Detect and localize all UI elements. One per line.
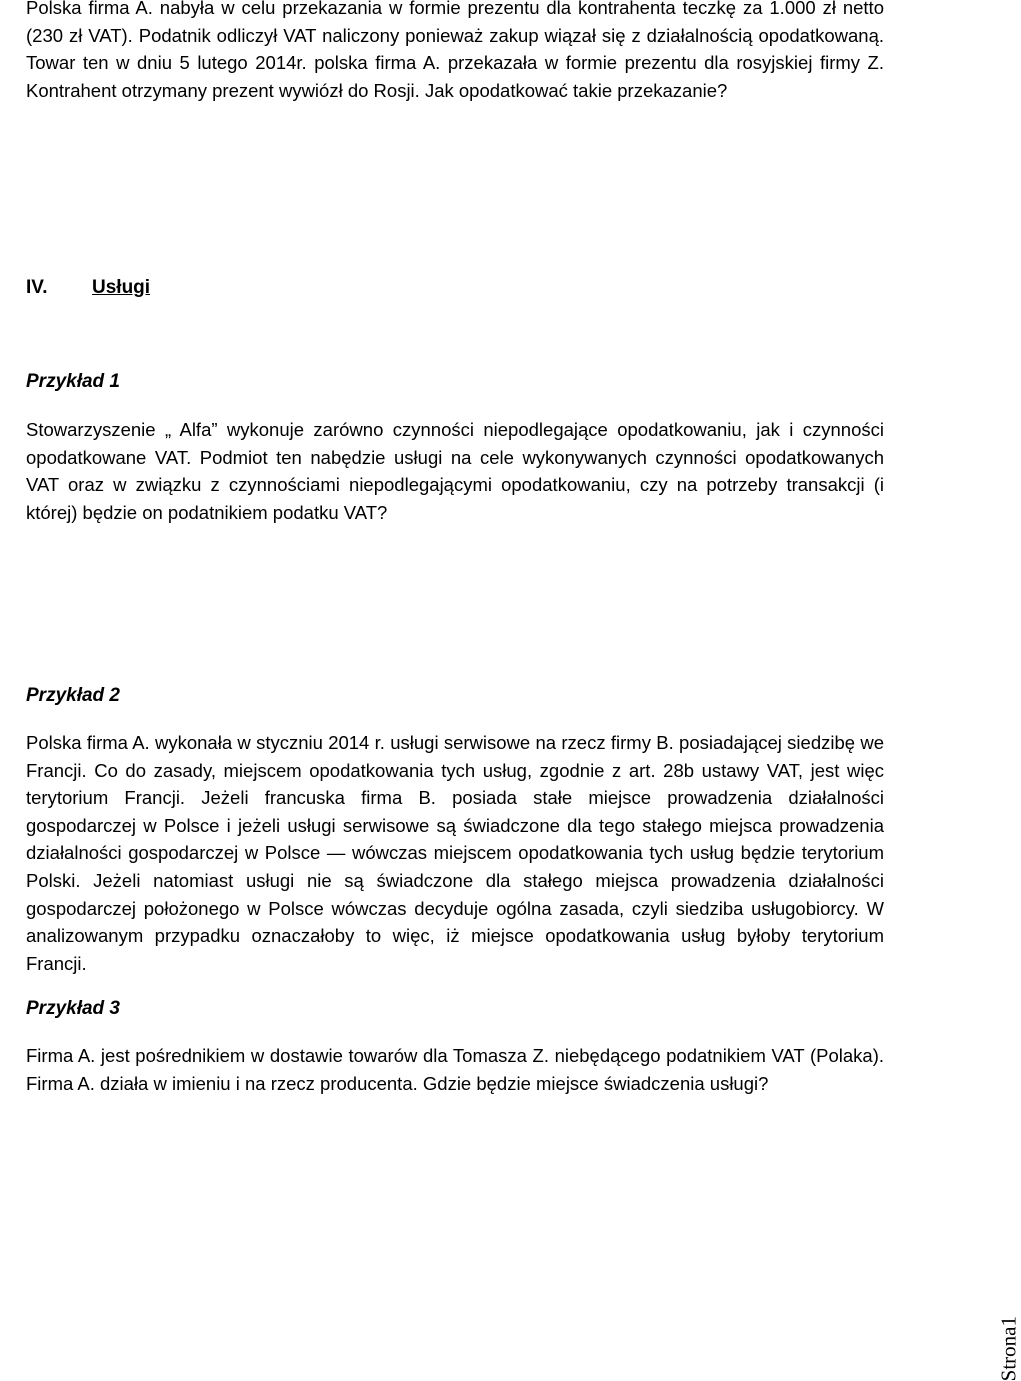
example-1-text: Stowarzyszenie „ Alfa” wykonuje zarówno czynności niepodlegające opodatkowaniu, jak i czynności opodatkowane VAT. Podmiot ten nabędzie usługi na cele wykonywanych czynności opodatkowanych VAT oraz w związku z czynnościami niepodlegającymi opodatkowaniu, czy na potrzeby transakcji (i której) będzie on podatnikiem podatku VAT? [26, 419, 884, 523]
example-2-heading: Przykład 2 [26, 685, 120, 706]
intro-paragraph: Polska firma A. nabyła w celu przekazania w formie prezentu dla kontrahenta teczkę za 1.000 zł netto (230 zł VAT). Podatnik odliczył VAT naliczony ponieważ zakup wiązał się z działalnością opodatkowaną. Towar ten w dniu 5 lutego 2014r. polska firma A. przekazała w formie prezentu dla rosyjskiej firmy Z. Kontrahent otrzymany prezent wywiózł do Rosji. Jak opodatkować takie przekazanie? [26, 0, 884, 101]
section-title: Usługi [92, 277, 151, 298]
section-heading [26, 277, 150, 299]
example-3-heading: Przykład 3 [26, 998, 120, 1019]
example-3-text: Firma A. jest pośrednikiem w dostawie towarów dla Tomasza Z. niebędącego podatnikiem VAT (Polaka). Firma A. działa w imieniu i na rzecz producenta. Gdzie będzie miejsce świadczenia usługi? [26, 1045, 884, 1094]
section-number: IV. [26, 277, 48, 298]
page-number-label: Strona1 [996, 1316, 1021, 1381]
example-1-heading: Przykład 1 [26, 371, 120, 392]
example-2-text: Polska firma A. wykonała w styczniu 2014 r. usługi serwisowe na rzecz firmy B. posiadającej siedzibę we Francji. Co do zasady, miejscem opodatkowania tych usług, zgodnie z art. 28b ustawy VAT, jest więc terytorium Francji. Jeżeli francuska firma B. posiada stałe miejsce prowadzenia działalności gospodarczej w Polsce i jeżeli usługi serwisowe są świadczone dla tego stałego miejsca prowadzenia działalności gospodarczej w Polsce — wówczas miejscem opodatkowania tych usług będzie terytorium Polski. Jeżeli natomiast usługi nie są świadczone dla stałego miejsca prowadzenia działalności gospodarczej położonego w Polsce wówczas decyduje ogólna zasada, czyli siedziba usługobiorcy. W analizowanym przypadku oznaczałoby to więc, iż miejsce opodatkowania usług byłoby terytorium Francji. [26, 732, 884, 974]
